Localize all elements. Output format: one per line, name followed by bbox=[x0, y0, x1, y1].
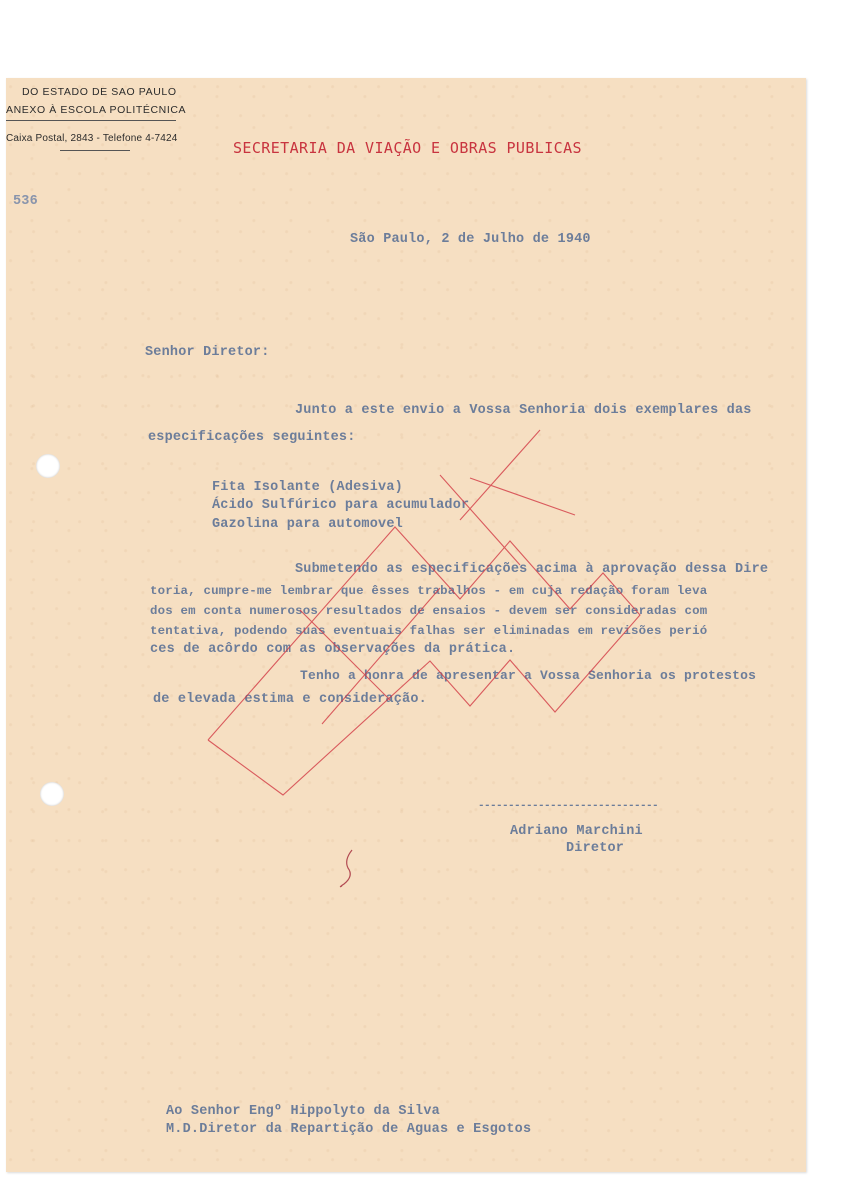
addressee-line-1: Ao Senhor Engº Hippolyto da Silva bbox=[166, 1104, 440, 1119]
letter-date: São Paulo, 2 de Julho de 1940 bbox=[350, 232, 591, 247]
paragraph-2-line-4: tentativa, podendo suas eventuais falhas ser eliminadas em revisões perió bbox=[150, 624, 708, 638]
signer-name: Adriano Marchini bbox=[510, 824, 643, 839]
stamp-outline bbox=[208, 527, 640, 795]
stamp-stroke-5 bbox=[470, 478, 575, 515]
stamp-stroke-3 bbox=[440, 475, 520, 565]
reference-number: 536 bbox=[13, 194, 38, 209]
stamp-stroke-2 bbox=[322, 588, 440, 724]
signature-line: ------------------------------ bbox=[478, 800, 659, 812]
paragraph-1-line-1: Junto a este envio a Vossa Senhoria dois exemplares das bbox=[295, 403, 752, 418]
item-3: Gazolina para automovel bbox=[212, 517, 403, 532]
signer-title: Diretor bbox=[566, 841, 625, 856]
paragraph-2-line-3: dos em conta numerosos resultados de ensaios - devem ser consideradas com bbox=[150, 604, 708, 618]
secretaria-heading: SECRETARIA DA VIAÇÃO E OBRAS PUBLICAS bbox=[233, 139, 582, 157]
item-2: Ácido Sulfúrico para acumulador bbox=[212, 498, 470, 513]
letterhead-line-1: DO ESTADO DE SAO PAULO bbox=[22, 86, 177, 98]
paragraph-3-line-1: Tenho a honra de apresentar a Vossa Senhoria os protestos bbox=[300, 668, 757, 683]
paragraph-3-line-2: de elevada estima e consideração. bbox=[153, 692, 427, 707]
letterhead-line-3: Caixa Postal, 2843 - Telefone 4-7424 bbox=[6, 133, 178, 144]
ink-squiggle bbox=[340, 850, 352, 887]
letter-salutation: Senhor Diretor: bbox=[145, 345, 270, 360]
addressee-line-2: M.D.Diretor da Repartição de Aguas e Esgotos bbox=[166, 1122, 532, 1137]
paragraph-1-line-2: especificações seguintes: bbox=[148, 430, 356, 445]
stamp-stroke-1 bbox=[300, 610, 390, 700]
item-1: Fita Isolante (Adesiva) bbox=[212, 480, 403, 495]
stamp-stroke-4 bbox=[460, 430, 540, 520]
paragraph-2-line-1: Submetendo as especificações acima à aprovação dessa Dire bbox=[295, 562, 769, 577]
paragraph-2-line-2: toria, cumpre-me lembrar que êsses trabalhos - em cuja redação foram leva bbox=[150, 584, 708, 598]
letterhead-line-2: ANEXO À ESCOLA POLITÉCNICA bbox=[6, 104, 187, 116]
paragraph-2-line-5: ces de acôrdo com as observações da prática. bbox=[150, 642, 516, 657]
